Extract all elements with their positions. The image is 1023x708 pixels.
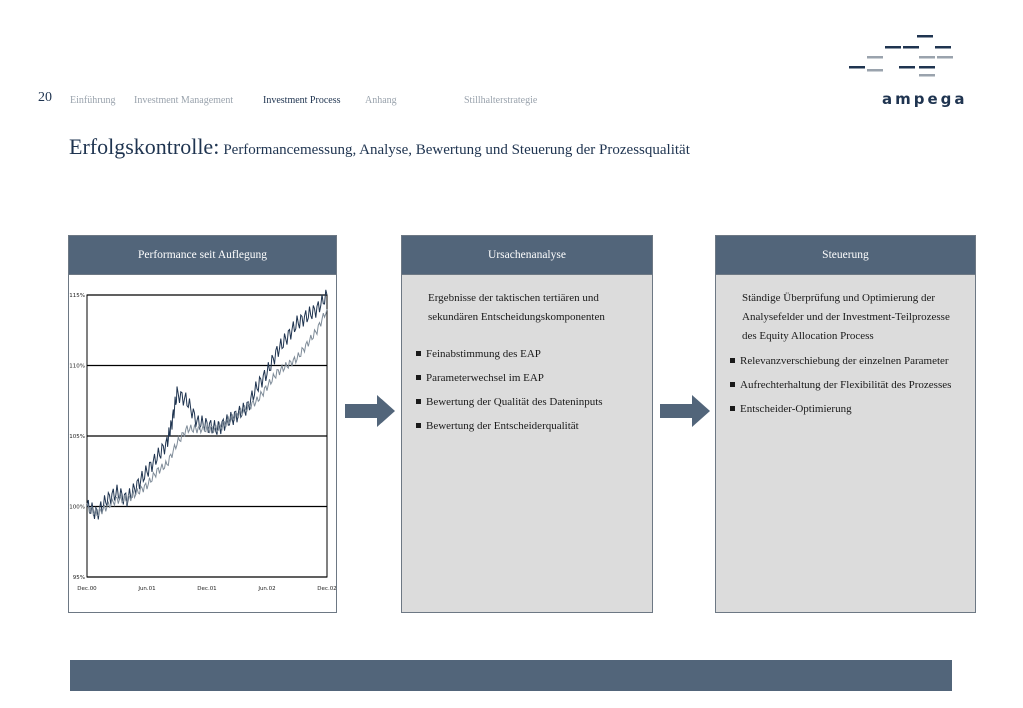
list-item: Parameterwechsel im EAP — [416, 369, 642, 388]
y-tick-label: 100% — [69, 504, 85, 511]
nav-item-anhang[interactable]: Anhang — [365, 95, 397, 106]
footer-bar — [70, 660, 952, 691]
list-item: Relevanzverschiebung der einzelnen Parameter — [730, 352, 965, 371]
nav-item-investment-process[interactable]: Investment Process — [263, 95, 341, 106]
x-tick-label: Jun.01 — [138, 586, 156, 592]
y-tick-label: 115% — [69, 293, 85, 299]
list-item: Entscheider-Optimierung — [730, 400, 965, 419]
y-tick-label: 110% — [69, 363, 85, 370]
steuerung-intro: Ständige Überprüfung und Optimierung der Analysefelder und der Investment-Teilprozesse des Equity Allocation Process — [742, 292, 950, 342]
nav-item-investment-management[interactable]: Investment Management — [134, 95, 234, 106]
series-line-1 — [87, 290, 327, 520]
list-item: Aufrechterhaltung der Flexibilität des Prozesses — [730, 376, 965, 395]
arrow-right-icon — [345, 395, 395, 427]
list-item: Bewertung der Qualität des Dateninputs — [416, 393, 642, 412]
ursachenanalyse-panel — [401, 235, 653, 613]
logo-wordmark: ampega — [882, 90, 968, 108]
title-sub: Performancemessung, Analyse, Bewertung und Steuerung der Prozessqualität — [223, 142, 690, 158]
page-title — [69, 134, 690, 160]
list-item: Bewertung der Entscheiderqualität — [416, 417, 642, 436]
series-line-2 — [87, 309, 327, 515]
performance-panel-header: Performance seit Auflegung — [69, 236, 336, 275]
ursachenanalyse-panel-header: Ursachenanalyse — [402, 236, 652, 275]
x-tick-label: Dec.00 — [77, 586, 97, 592]
page-number: 20 — [38, 90, 52, 105]
y-tick-label: 95% — [72, 575, 85, 581]
nav-item-stillhalterstrategie[interactable]: Stillhalterstrategie — [464, 95, 538, 106]
title-main: Erfolgskontrolle: — [69, 134, 220, 159]
performance-panel — [68, 235, 337, 613]
steuerung-list — [730, 352, 965, 419]
x-tick-label: Dec.02 — [317, 586, 336, 592]
ursachenanalyse-intro: Ergebnisse der taktischen tertiären und sekundären Entscheidungskomponenten — [428, 292, 605, 323]
x-tick-label: Jun.02 — [258, 586, 276, 592]
steuerung-panel — [715, 235, 976, 613]
steuerung-panel-header: Steuerung — [716, 236, 975, 275]
nav-item-einfuehrung[interactable]: Einführung — [70, 95, 116, 106]
x-tick-label: Dec.01 — [197, 586, 217, 592]
list-item: Feinabstimmung des EAP — [416, 345, 642, 364]
performance-chart — [69, 275, 336, 613]
ursachenanalyse-list — [416, 345, 642, 436]
y-tick-label: 105% — [69, 434, 85, 440]
arrow-right-icon — [660, 395, 710, 427]
